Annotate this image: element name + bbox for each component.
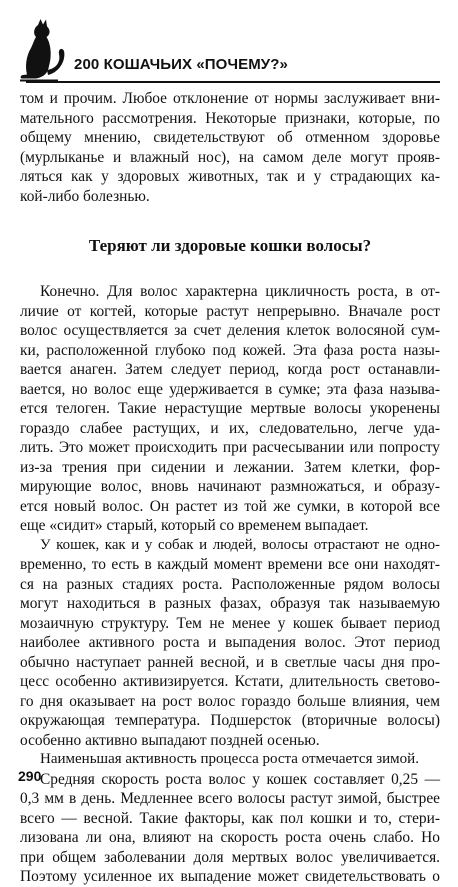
cat-logo-icon: [18, 18, 68, 82]
text-line: лить. Это может происходить при расчесывании или попросту: [20, 439, 440, 456]
text-line: (мурлыканье и влажный нос), на самом деле могут прояв-: [20, 148, 440, 166]
text-line: обычно наступает ранней весной, и в светлые часы дня про-: [20, 653, 440, 671]
text-line: личие от когтей, которые растут непрерывно. Вначале рост: [20, 302, 440, 320]
page-header: [18, 18, 440, 82]
text-line: при общем заболевании доля мертвых волос увеличивается.: [20, 848, 440, 866]
text-line: временно, то есть в каждый момент времени все они находят-: [20, 556, 440, 573]
page-body: [20, 89, 440, 887]
text-line: мозаичную структуру. Тем не менее у кошек бывает период: [20, 614, 440, 632]
text-line: всего — весной. Такие факторы, как пол кошки и то, стери-: [20, 809, 440, 827]
text-line: вается, но волос еще удерживается в сумке; эта фаза называ-: [20, 380, 440, 398]
text-line: ки, расположенной глубоко под кожей. Эта фаза роста назы-: [20, 341, 440, 359]
text-line: Поэтому усиленное их выпадение может свидетельствовать о: [20, 868, 440, 885]
text-line: особенно активно выпадают поздней осенью.: [20, 731, 320, 749]
text-line: волос осуществляется за счет деления клеток волосяной сум-: [20, 322, 440, 339]
text-line: наиболее активного роста и выпадения волос. Этот период: [20, 634, 440, 651]
text-line: из-за трения при сидении и лежании. Затем клетки, фор-: [20, 458, 440, 476]
header-divider: [26, 81, 440, 83]
text-line: вается анаген. Затем следует период, когда рост останавли-: [20, 361, 440, 378]
body-paragraph: [20, 770, 440, 887]
body-paragraph: [20, 282, 440, 536]
text-line: Наименьшая активность процесса роста отмечается зимой.: [40, 751, 419, 767]
text-line: мательного рассмотрения. Некоторые признаки, которые, по: [20, 109, 440, 127]
text-line: ляться как у здоровых животных, так и у страдающих ка-: [20, 168, 440, 185]
body-paragraph: [20, 536, 440, 751]
text-line: еще «сидит» старый, который со временем выпадает.: [20, 517, 369, 534]
text-line: Средняя скорость роста волос у кошек составляет 0,25 —: [40, 770, 440, 788]
text-line: ся на разных стадиях роста. Расположенные рядом волосы: [20, 575, 440, 593]
text-line: го дня оказывает на рост волос гораздо больше влияния, чем: [20, 692, 440, 710]
text-line: лизована ли она, влияют на скорость роста очень слабо. Но: [20, 829, 440, 846]
text-line: мирующие волос, вновь начинают размножаться, и образу-: [20, 478, 440, 495]
text-line: могут находиться в разных фазах, образуя так называемую: [20, 595, 440, 612]
text-line: общему мнению, свидетельствуют об отменном здоровье: [20, 129, 440, 146]
running-header-title: 200 КОШАЧЬИХ «ПОЧЕМУ?»: [74, 56, 288, 73]
text-line: У кошек, как и у собак и людей, волосы отрастают не одно-: [40, 536, 440, 553]
text-line: гораздо слабее растущих, и их, следовательно, легче уда-: [20, 419, 440, 437]
intro-paragraph: [20, 89, 440, 206]
section-heading: Теряют ли здоровые кошки волосы?: [88, 236, 372, 255]
body-paragraph: [20, 750, 440, 770]
page-number: 290: [18, 768, 42, 784]
text-line: Конечно. Для волос характерна цикличность роста, в от-: [40, 283, 440, 300]
text-line: том и прочим. Любое отклонение от нормы заслуживает вни-: [20, 90, 440, 107]
text-line: кой-либо болезнью.: [20, 187, 150, 205]
text-line: цесс особенно активизируется. Кстати, длительность светово-: [20, 673, 440, 690]
text-line: ется телоген. Такие нерастущие мертвые волосы укоренены: [20, 400, 440, 417]
text-line: ется новый волос. Он растет из той же сумки, в которой все: [20, 497, 440, 515]
text-line: 0,3 мм в день. Медленнее всего волосы растут зимой, быстрее: [20, 790, 440, 807]
text-line: окружающая температура. Подшерсток (вторичные волосы): [20, 712, 440, 729]
